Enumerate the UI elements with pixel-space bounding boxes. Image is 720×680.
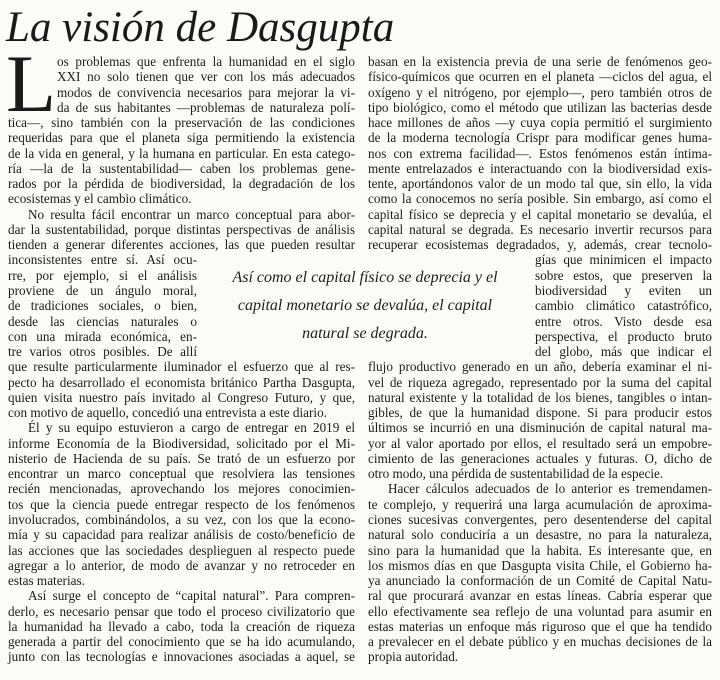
article-line: desde las ciencias naturales o (8, 313, 197, 329)
article-line: derlo, es necesario pensar que todo el proceso civilizatorio que (8, 603, 355, 619)
article-line: con motivo de aquello, concedió una entrevista a este diario. (8, 405, 327, 421)
article-line: natural solo conduciría a un desastre, no para la naturaleza, (368, 527, 712, 543)
article-line: hace millones de años —y cuya copia permitió el surgimiento (368, 115, 712, 131)
article-line: requeridas para que el planeta siga permitiendo la existencia (8, 130, 355, 146)
article-line: XXI no solo tienen que ver con los más adecuados (57, 69, 355, 85)
article-line: a prevalecer en el debate público y en muchas decisiones de la (368, 634, 712, 650)
article-line: nisterio de Hacienda de su país. Se trató de un esfuerzo por (8, 450, 355, 466)
article-line: con una mirada económica, en- (8, 328, 197, 344)
article-line: otro modo, una pérdida de sustentabilidad de la especie. (368, 466, 664, 482)
article-line: vel de riqueza agregado, representado por la suma del capital (368, 374, 712, 390)
article-line: de tradiciones sociales, o bien, (8, 298, 197, 314)
article-line: pecto ha desarrollado el economista británico Partha Dasgupta, (8, 374, 355, 390)
article-line: oxígeno y el nitrógeno, por ejemplo—, pero también otros de (368, 84, 712, 100)
article-line: sobre estos, que preserven la (535, 267, 712, 283)
article-line: Hacer cálculos adecuados de lo anterior es tremendamen- (388, 481, 712, 497)
drop-cap: L (6, 38, 57, 129)
article-paragraph (8, 54, 355, 207)
right-column (368, 54, 712, 665)
article-line: mente entrelazados e interactuando con la biodiversidad exis- (368, 160, 712, 176)
article-line: de la vida en general, y la humana en particular. En esta catego- (8, 145, 355, 161)
article-line: los mismos días en que Dasgupta visita Chile, el Gobierno ha- (368, 557, 712, 573)
article-line: ello efectivamente sea reflejo de una voluntad para asumir en (368, 603, 712, 619)
article-line: encontrar un marco conceptual que resolviera las tensiones (8, 466, 355, 482)
article-line: yor al valor aportado por ellos, el resultado será un empobre- (368, 435, 712, 451)
pull-quote-line: capital monetario se devalúa, el capital (237, 297, 493, 314)
article-line: gías que minimicen el impacto (535, 252, 712, 268)
article-line: te complejo, y requerirá una larga acumulación de aproxima- (368, 496, 712, 512)
article-line: informe Economía de la Biodiversidad, solicitado por el Mi- (8, 435, 355, 451)
pull-quote-line: Así como el capital físico se deprecia y el (232, 269, 498, 286)
article-line: ría —la de la sustentabilidad— caben los problemas gene- (8, 160, 355, 176)
article-line: flujo productivo generado en un año, debería examinar el ni- (368, 359, 712, 375)
article-line: biodiversidad y eviten un (535, 282, 712, 298)
article-line: recién mencionadas, aprovechando los mejores conocimien- (8, 481, 355, 497)
article-title: La visión de Dasgupta (6, 4, 395, 51)
article-line: dar la sustentabilidad, porque distintas perspectivas de análisis (8, 221, 355, 237)
article-line: recuperar ecosistemas degradados, y, además, crear tecnolo- (368, 237, 712, 253)
article-line: sino para la humanidad que la habita. Es interesante que, en (368, 542, 712, 558)
article-line: agregar a lo anterior, de modo de avanzar y no retroceder en (8, 557, 355, 573)
article-line: tente, aportándonos valor de un modo tal que, sin ello, la vida (368, 176, 712, 192)
article-line: últimos se incurrió en una disminución de capital natural ma- (368, 420, 712, 436)
article-line: tos que la ciencia puede entregar respecto de los fenómenos (8, 496, 355, 512)
article-line: tienden a generar diferentes acciones, las que pueden resultar (8, 237, 355, 253)
article-paragraph (8, 420, 355, 588)
article-line: generada a partir del conocimiento que se ha ido acumulando, (8, 634, 355, 650)
article-line: ecosistemas y el cambio climático. (8, 191, 192, 207)
article-line: que resulte particularmente iluminador el esfuerzo que al res- (8, 359, 355, 375)
article-line: rados por la pérdida de biodiversidad, la degradación de los (8, 176, 355, 192)
article-line: Así surge el concepto de “capital natural”. Para compren- (28, 588, 355, 604)
article-line: junto con las tecnologías e innovaciones asociadas a aquel, se (8, 649, 355, 665)
article-line: físico-químicos que ocurren en el planeta —ciclos del agua, el (368, 69, 712, 85)
article-line: No resulta fácil encontrar un marco conceptual para abor- (28, 206, 355, 222)
article-line: nos con extrema facilidad—. Estos fenómenos están íntima- (368, 145, 712, 161)
article-line: Él y su equipo estuvieron a cargo de entregar en 2019 el (28, 420, 355, 436)
article-line: ral que procurará avanzar en estas líneas. Cabría esperar que (368, 588, 712, 604)
article-line: tre varios otros posibles. De allí (8, 344, 197, 360)
article-line: tica—, sino también con la preservación de las condiciones (8, 115, 355, 131)
article-line: involucrados, combinándolos, a su vez, con los que la econo- (8, 511, 355, 527)
article-line: os problemas que enfrenta la humanidad en el siglo (57, 54, 355, 69)
article-line: del globo, más que indicar el (535, 344, 712, 360)
article-line: gibles, de que la humanidad dispone. Si para producir estos (368, 405, 712, 421)
article-line: natural existente y la totalidad de los bienes, tangibles o intan- (368, 389, 712, 405)
article-line: la humanidad ha llevado a cabo, toda la creación de riqueza (8, 618, 355, 634)
article-line: perspectiva, el producto bruto (535, 328, 712, 344)
article-line: da de sus habitantes —problemas de naturaleza polí- (57, 99, 355, 115)
article-line: cimiento de las generaciones actuales y futuras. O, dicho de (368, 450, 712, 466)
article-line: estas materias. (8, 573, 85, 589)
article-line: modos de convivencia necesarios para mejorar la vi- (57, 84, 355, 100)
article-line: proviene de un ángulo moral, (8, 282, 197, 298)
article-line: las acciones que las sociedades desplieguen al respecto puede (8, 542, 355, 558)
left-column (8, 54, 355, 665)
pull-quote (200, 264, 530, 348)
article-line: de la moderna tecnología Crispr para modificar genes huma- (368, 130, 712, 146)
article-line: basan en la existencia previa de una serie de fenómenos geo- (368, 54, 712, 69)
article-line: rre, por ejemplo, si el análisis (8, 267, 197, 283)
article-line: estas materias un enfoque más riguroso que el que ha tendido (368, 618, 712, 634)
article-line: quien visita nuestro país invitado al Congreso Futuro, y que, (8, 389, 355, 405)
article-line: inconsistentes entre sí. Así ocu- (8, 252, 197, 268)
article-line: ya anunciado la conformación de un Comité de Capital Natu- (368, 573, 712, 589)
article-line: como la conocemos no sería posible. Sin embargo, así como el (368, 191, 712, 207)
article-line: propia autoridad. (368, 649, 459, 665)
article-line: entre otros. Visto desde esa (535, 313, 712, 329)
article-line: capital natural se degrada. Es necesario invertir recursos para (368, 221, 712, 237)
article-line: tipo biológico, como el método que utilizan las bacterias desde (368, 99, 712, 115)
article-line: ciones sucesivas convergentes, pero desentenderse del capital (368, 511, 712, 527)
article-line: capital físico se deprecia y el capital monetario se devalúa, el (368, 206, 712, 222)
article-paragraph (8, 588, 355, 664)
article-paragraph (368, 481, 712, 664)
article-line: mía y su capacidad para realizar análisis de costo/beneficio de (8, 527, 355, 543)
article-line: cambio climático catastrófico, (535, 298, 712, 314)
pull-quote-line: natural se degrada. (302, 325, 428, 342)
